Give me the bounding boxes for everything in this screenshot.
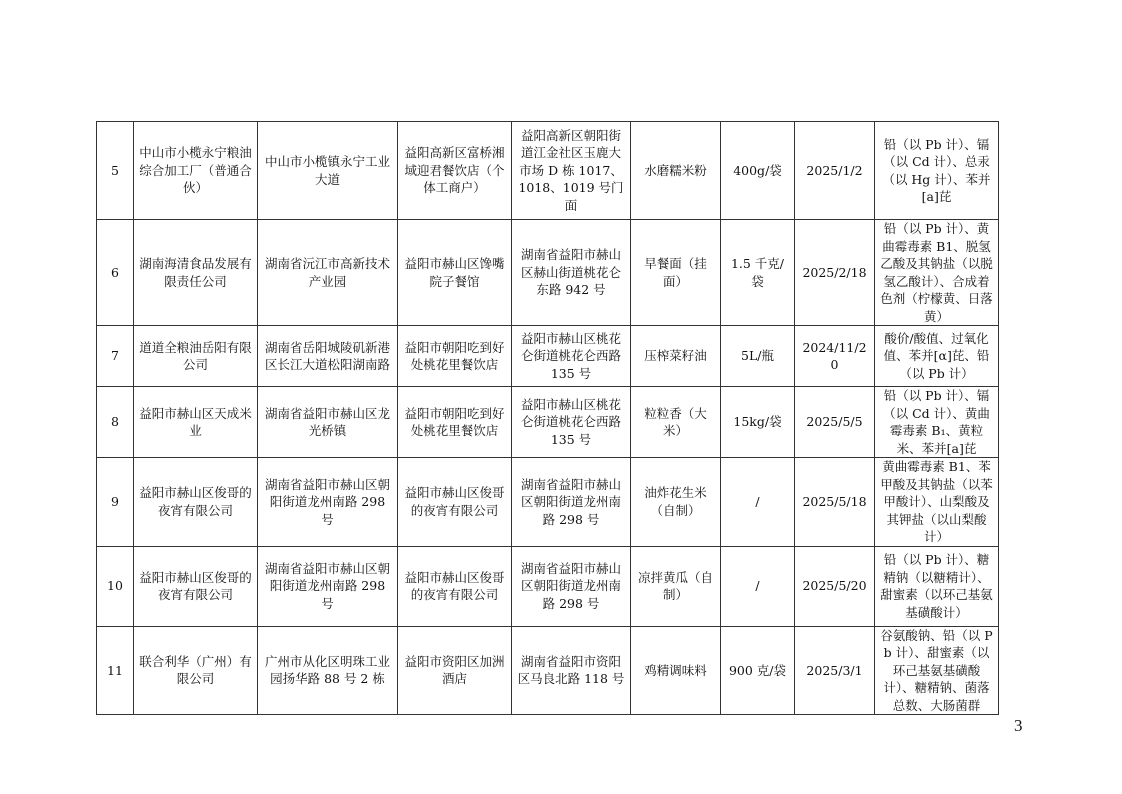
page-number: 3 [1014, 716, 1023, 735]
sampled-unit-cell: 益阳市赫山区馋嘴院子餐馆 [398, 220, 512, 326]
sampled-unit-address-cell: 益阳市赫山区桃花仑街道桃花仑西路 135 号 [512, 387, 631, 458]
producer-name-cell: 益阳市赫山区俊哥的夜宵有限公司 [134, 546, 258, 626]
producer-address-cell: 湖南省沅江市高新技术产业园 [258, 220, 398, 326]
production-date-cell: 2025/5/5 [795, 387, 875, 458]
production-date-cell: 2025/5/18 [795, 458, 875, 547]
specification-cell: / [721, 546, 795, 626]
table-row [97, 122, 999, 220]
specification-cell: / [721, 458, 795, 547]
specification-cell: 15kg/袋 [721, 387, 795, 458]
row-number-cell: 5 [97, 122, 134, 220]
test-items-cell: 黄曲霉毒素 B1、苯甲酸及其钠盐（以苯甲酸计）、山梨酸及其钾盐（以山梨酸计） [875, 458, 999, 547]
specification-cell: 1.5 千克/袋 [721, 220, 795, 326]
row-number-cell: 8 [97, 387, 134, 458]
product-name-cell: 油炸花生米（自制） [631, 458, 721, 547]
row-number-cell: 7 [97, 326, 134, 387]
test-items-cell: 铅（以 Pb 计）、镉（以 Cd 计）、黄曲霉毒素 B₁、黄粒米、苯并[a]芘 [875, 387, 999, 458]
table-row [97, 546, 999, 626]
product-name-cell: 早餐面（挂面） [631, 220, 721, 326]
test-items-cell: 酸价/酸值、过氧化值、苯并[α]芘、铅（以 Pb 计） [875, 326, 999, 387]
producer-address-cell: 湖南省益阳市赫山区龙光桥镇 [258, 387, 398, 458]
production-date-cell: 2025/3/1 [795, 626, 875, 715]
specification-cell: 5L/瓶 [721, 326, 795, 387]
product-name-cell: 压榨菜籽油 [631, 326, 721, 387]
sampled-unit-cell: 益阳市资阳区加洲酒店 [398, 626, 512, 715]
sampled-unit-address-cell: 湖南省益阳市赫山区朝阳街道龙州南路 298 号 [512, 458, 631, 547]
production-date-cell: 2025/1/2 [795, 122, 875, 220]
test-items-cell: 铅（以 Pb 计）、黄曲霉毒素 B1、脱氢乙酸及其钠盐（以脱氢乙酸计）、合成着色剂（柠檬黄、日落黄） [875, 220, 999, 326]
row-number-cell: 10 [97, 546, 134, 626]
product-name-cell: 粒粒香（大米） [631, 387, 721, 458]
producer-name-cell: 中山市小榄永宁粮油综合加工厂（普通合伙） [134, 122, 258, 220]
sampled-unit-address-cell: 益阳市赫山区桃花仑街道桃花仑西路 135 号 [512, 326, 631, 387]
product-name-cell: 鸡精调味料 [631, 626, 721, 715]
table-row [97, 220, 999, 326]
production-date-cell: 2025/5/20 [795, 546, 875, 626]
table-row [97, 387, 999, 458]
producer-address-cell: 湖南省益阳市赫山区朝阳街道龙州南路 298 号 [258, 546, 398, 626]
producer-name-cell: 湖南海清食品发展有限责任公司 [134, 220, 258, 326]
test-items-cell: 谷氨酸钠、铅（以 Pb 计）、甜蜜素（以环己基氨基磺酸计）、糖精钠、菌落总数、大肠菌群 [875, 626, 999, 715]
test-items-cell: 铅（以 Pb 计）、镉（以 Cd 计）、总汞（以 Hg 计）、苯并[a]芘 [875, 122, 999, 220]
table-row [97, 626, 999, 715]
sampled-unit-cell: 益阳高新区富桥湘域迎君餐饮店（个体工商户） [398, 122, 512, 220]
row-number-cell: 6 [97, 220, 134, 326]
specification-cell: 900 克/袋 [721, 626, 795, 715]
specification-cell: 400g/袋 [721, 122, 795, 220]
producer-address-cell: 湖南省益阳市赫山区朝阳街道龙州南路 298 号 [258, 458, 398, 547]
producer-address-cell: 中山市小榄镇永宁工业大道 [258, 122, 398, 220]
producer-name-cell: 益阳市赫山区俊哥的夜宵有限公司 [134, 458, 258, 547]
sampling-results-table [96, 121, 999, 715]
sampled-unit-address-cell: 湖南省益阳市赫山区朝阳街道龙州南路 298 号 [512, 546, 631, 626]
row-number-cell: 9 [97, 458, 134, 547]
product-name-cell: 水磨糯米粉 [631, 122, 721, 220]
sampled-unit-address-cell: 湖南省益阳市资阳区马良北路 118 号 [512, 626, 631, 715]
producer-name-cell: 联合利华（广州）有限公司 [134, 626, 258, 715]
table-row [97, 458, 999, 547]
sampled-unit-address-cell: 益阳高新区朝阳街道江金社区玉鹿大市场 D 栋 1017、1018、1019 号门面 [512, 122, 631, 220]
producer-address-cell: 广州市从化区明珠工业园扬华路 88 号 2 栋 [258, 626, 398, 715]
producer-address-cell: 湖南省岳阳城陵矶新港区长江大道松阳湖南路 [258, 326, 398, 387]
product-name-cell: 凉拌黄瓜（自制） [631, 546, 721, 626]
sampled-unit-cell: 益阳市赫山区俊哥的夜宵有限公司 [398, 546, 512, 626]
row-number-cell: 11 [97, 626, 134, 715]
sampled-unit-address-cell: 湖南省益阳市赫山区赫山街道桃花仑东路 942 号 [512, 220, 631, 326]
production-date-cell: 2025/2/18 [795, 220, 875, 326]
sampled-unit-cell: 益阳市朝阳吃到好处桃花里餐饮店 [398, 326, 512, 387]
production-date-cell: 2024/11/20 [795, 326, 875, 387]
producer-name-cell: 道道全粮油岳阳有限公司 [134, 326, 258, 387]
sampled-unit-cell: 益阳市赫山区俊哥的夜宵有限公司 [398, 458, 512, 547]
producer-name-cell: 益阳市赫山区天成米业 [134, 387, 258, 458]
table-row [97, 326, 999, 387]
sampled-unit-cell: 益阳市朝阳吃到好处桃花里餐饮店 [398, 387, 512, 458]
test-items-cell: 铅（以 Pb 计）、糖精钠（以糖精计）、甜蜜素（以环己基氨基磺酸计） [875, 546, 999, 626]
